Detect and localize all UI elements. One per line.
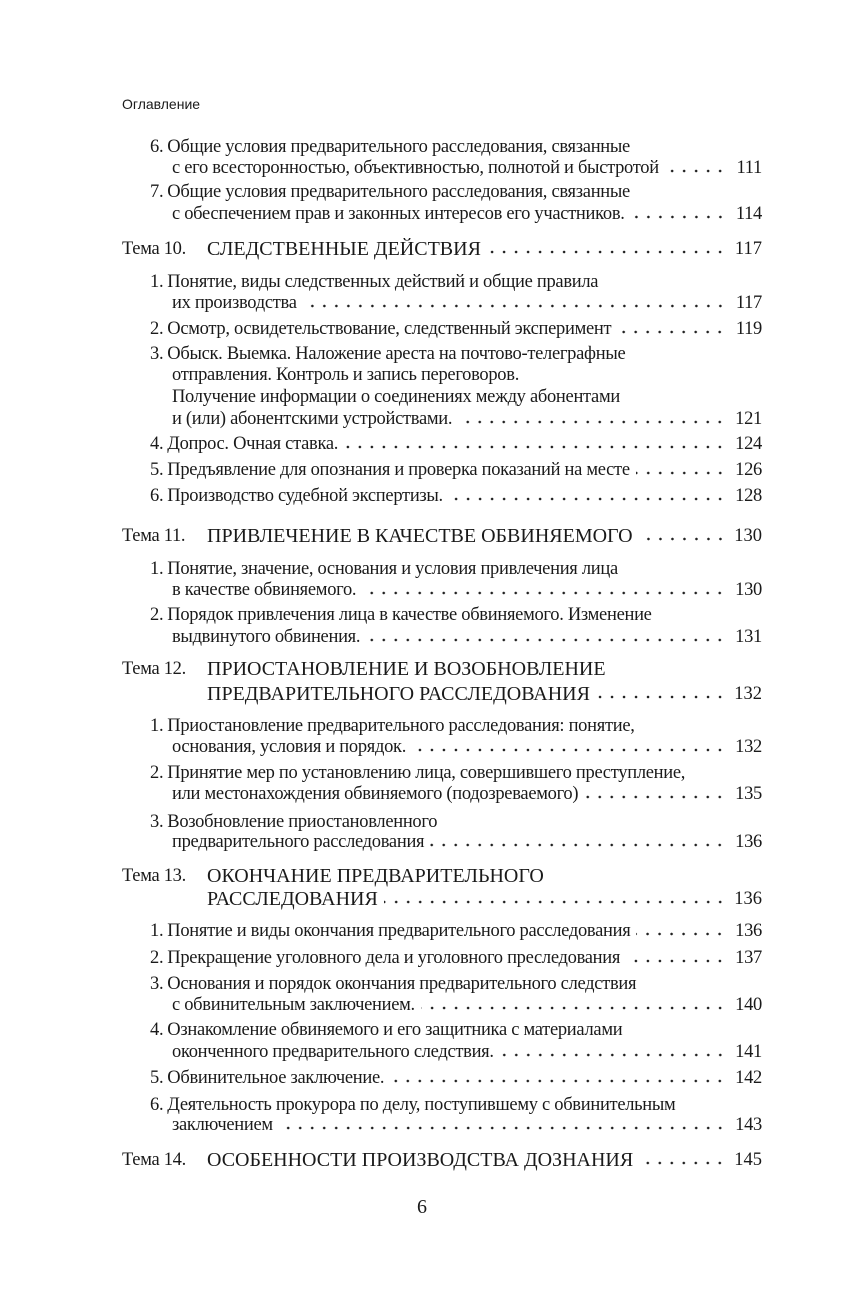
page-ref[interactable]: 128: [735, 486, 762, 506]
item-title: с обеспечением прав и законных интересов его участников.: [172, 204, 625, 224]
page-ref[interactable]: 114: [735, 204, 762, 224]
dot-leader: [384, 899, 726, 905]
item-number: 2.: [150, 605, 164, 625]
running-header: Оглавление: [122, 96, 201, 112]
dot-leader: [636, 470, 726, 476]
item-number: 6.: [150, 1095, 164, 1115]
item-number: 3.: [150, 974, 164, 994]
dot-leader: [279, 1125, 726, 1131]
topic-title: РАССЛЕДОВАНИЯ: [207, 888, 378, 910]
item-title: основания, условия и порядок.: [172, 737, 407, 757]
topic-label: Тема 13.: [122, 866, 186, 886]
item-title: предварительного расследования: [172, 832, 425, 852]
page-ref[interactable]: 126: [735, 460, 762, 480]
dot-leader: [390, 1078, 726, 1084]
item-title: Общие условия предварительного расследования, связанные: [167, 182, 630, 202]
item-number: 2.: [150, 763, 164, 783]
topic-title: ПРЕДВАРИТЕЛЬНОГО РАССЛЕДОВАНИЯ: [207, 683, 590, 705]
item-title: Основания и порядок окончания предварительного следствия: [167, 974, 637, 994]
page-ref[interactable]: 142: [735, 1068, 762, 1088]
page-ref[interactable]: 135: [735, 784, 762, 804]
dot-leader: [487, 249, 726, 255]
item-title: Понятие и виды окончания предварительного расследования: [167, 921, 631, 941]
page-ref[interactable]: 136: [734, 889, 762, 909]
dot-leader: [639, 1160, 726, 1166]
dot-leader: [639, 536, 726, 542]
dot-leader: [412, 747, 726, 753]
dot-leader: [626, 958, 726, 964]
page-ref[interactable]: 141: [735, 1042, 762, 1062]
page-ref[interactable]: 132: [735, 737, 762, 757]
item-title: Предъявление для опознания и проверка показаний на месте: [167, 460, 630, 480]
topic-title: ПРИВЛЕЧЕНИЕ В КАЧЕСТВЕ ОБВИНЯЕМОГО: [207, 525, 633, 547]
item-title: Деятельность прокурора по делу, поступившему с обвинительным: [167, 1095, 676, 1115]
item-number: 1.: [150, 716, 164, 736]
item-title: Общие условия предварительного расследования, связанные: [167, 137, 630, 157]
page-ref[interactable]: 117: [734, 239, 762, 259]
item-number: 2.: [150, 319, 164, 339]
dot-leader: [631, 214, 726, 220]
topic-title: ОСОБЕННОСТИ ПРОИЗВОДСТВА ДОЗНАНИЯ: [207, 1149, 634, 1171]
page-ref[interactable]: 145: [734, 1150, 762, 1170]
page-ref[interactable]: 124: [735, 434, 762, 454]
dot-leader: [344, 444, 726, 450]
dot-leader: [449, 496, 726, 502]
item-title: Возобновление приостановленного: [167, 812, 438, 832]
item-number: 4.: [150, 434, 164, 454]
item-title: Прекращение уголовного дела и уголовного преследования: [167, 948, 621, 968]
topic-label: Тема 14.: [122, 1150, 186, 1170]
item-number: 5.: [150, 460, 164, 480]
item-title: в качестве обвиняемого.: [172, 580, 357, 600]
item-title: Производство судебной экспертизы.: [167, 486, 443, 506]
page-ref[interactable]: 131: [735, 627, 762, 647]
item-number: 4.: [150, 1020, 164, 1040]
topic-title: ПРИОСТАНОВЛЕНИЕ И ВОЗОБНОВЛЕНИЕ: [207, 658, 606, 680]
item-title: Ознакомление обвиняемого и его защитника с материалами: [167, 1020, 623, 1040]
page-ref[interactable]: 136: [735, 832, 762, 852]
item-title: заключением: [172, 1115, 273, 1135]
item-title: отправления. Контроль и запись переговоров.: [172, 365, 520, 385]
item-title: Осмотр, освидетельствование, следственный эксперимент: [167, 319, 612, 339]
page-ref[interactable]: 111: [736, 158, 762, 178]
page-ref[interactable]: 130: [734, 526, 762, 546]
item-number: 6.: [150, 137, 164, 157]
dot-leader: [665, 168, 726, 174]
item-number: 7.: [150, 182, 164, 202]
topic-title: СЛЕДСТВЕННЫЕ ДЕЙСТВИЯ: [207, 238, 481, 260]
dot-leader: [458, 419, 726, 425]
item-title: Понятие, виды следственных действий и общие правила: [167, 272, 599, 292]
item-title: и (или) абонентскими устройствами.: [172, 409, 453, 429]
dot-leader: [366, 637, 726, 643]
topic-title: ОКОНЧАНИЕ ПРЕДВАРИТЕЛЬНОГО: [207, 865, 544, 887]
dot-leader: [362, 590, 726, 596]
item-title: Обыск. Выемка. Наложение ареста на почтово-телеграфные: [167, 344, 626, 364]
page-ref[interactable]: 143: [735, 1115, 762, 1135]
item-title: с обвинительным заключением.: [172, 995, 415, 1015]
item-number: 1.: [150, 559, 164, 579]
page-number: 6: [417, 1196, 427, 1218]
item-title: Принятие мер по установлению лица, совершившего преступление,: [167, 763, 686, 783]
item-title: Понятие, значение, основания и условия привлечения лица: [167, 559, 618, 579]
topic-label: Тема 10.: [122, 239, 186, 259]
dot-leader: [636, 931, 726, 937]
item-number: 1.: [150, 921, 164, 941]
item-title: Допрос. Очная ставка.: [167, 434, 339, 454]
dot-leader: [303, 303, 726, 309]
item-number: 1.: [150, 272, 164, 292]
item-number: 2.: [150, 948, 164, 968]
item-title: их производства: [172, 293, 297, 313]
page-ref[interactable]: 119: [735, 319, 762, 339]
page-ref[interactable]: 140: [735, 995, 762, 1015]
dot-leader: [430, 842, 726, 848]
page-ref[interactable]: 117: [735, 293, 762, 313]
page-ref[interactable]: 121: [735, 409, 762, 429]
page-ref[interactable]: 132: [734, 684, 762, 704]
item-title: Обвинительное заключение.: [167, 1068, 385, 1088]
item-title: или местонахождения обвиняемого (подозреваемого): [172, 784, 579, 804]
item-title: оконченного предварительного следствия.: [172, 1042, 494, 1062]
item-title: с его всесторонностью, объективностью, полнотой и быстротой: [172, 158, 659, 178]
item-number: 5.: [150, 1068, 164, 1088]
dot-leader: [500, 1052, 726, 1058]
topic-label: Тема 11.: [122, 526, 186, 546]
page-ref[interactable]: 137: [735, 948, 762, 968]
page-ref[interactable]: 136: [735, 921, 762, 941]
dot-leader: [584, 794, 726, 800]
item-title: выдвинутого обвинения.: [172, 627, 361, 647]
item-title: Порядок привлечения лица в качестве обвиняемого. Изменение: [167, 605, 652, 625]
dot-leader: [421, 1005, 726, 1011]
page-ref[interactable]: 130: [735, 580, 762, 600]
topic-label: Тема 12.: [122, 659, 186, 679]
dot-leader: [596, 694, 726, 700]
dot-leader: [617, 329, 726, 335]
item-title: Получение информации о соединениях между абонентами: [172, 387, 620, 407]
item-number: 3.: [150, 344, 164, 364]
item-title: Приостановление предварительного расследования: понятие,: [167, 716, 635, 736]
item-number: 6.: [150, 486, 164, 506]
item-number: 3.: [150, 812, 164, 832]
